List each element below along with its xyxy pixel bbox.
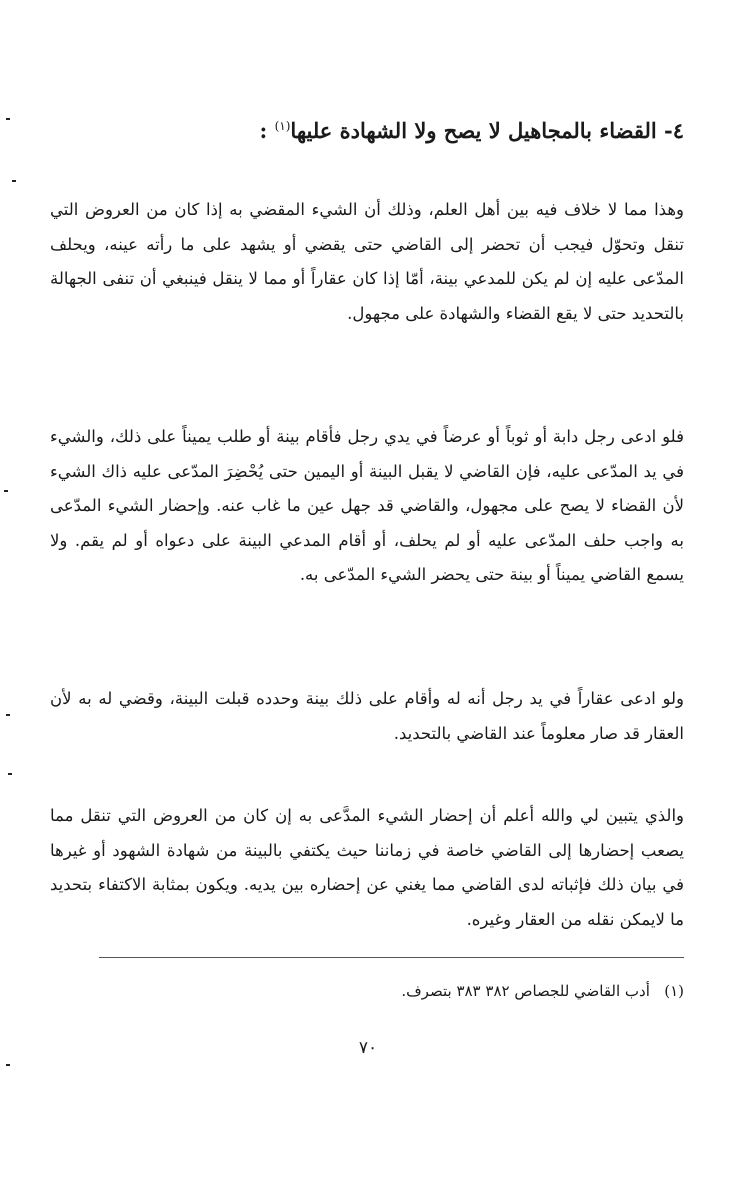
footnote-text: أدب القاضي للجصاص ٣٨٢ ٣٨٣ بتصرف. (401, 982, 650, 1000)
footnote-number: (١) (664, 982, 684, 1000)
scan-speck (8, 773, 12, 775)
scan-speck (6, 118, 10, 120)
footnote-divider (99, 957, 684, 958)
page-number: ٧٠ (358, 1038, 378, 1058)
scan-speck (4, 490, 8, 492)
paragraph: ولو ادعى عقاراً في يد رجل أنه له وأقام على ذلك بينة وحدده قبلت البينة، وقضي له به لأن العقار قد صار معلوماً عند القاضي بالتحديد. (50, 689, 684, 743)
footnote (50, 978, 684, 1004)
section-heading-text: ٤- القضاء بالمجاهيل لا يصح ولا الشهادة عليها (290, 118, 684, 143)
section-heading (140, 106, 684, 151)
paragraph: فلو ادعى رجل دابة أو ثوباً أو عرضاً في يدي رجل فأقام بينة أو طلب يميناً على ذلك، والشيء في يد المدّعى عليه، فإن القاضي لا يقبل البينة أو اليمين حتى يُحْضِرَ المدّعى عليه ذاك الشيء لأن القضاء لا يصح على مجهول، والقاضي قد جهل عين ما غاب عنه. وإحضار الشيء المدّعى به واجب حلف المدّعى عليه أو لم يحلف، أو أقام المدعي البينة على دعواه أو لم يقم. ولا يسمع القاضي يميناً أو بينة حتى يحضر الشيء المدّعى به. (50, 427, 684, 585)
scan-speck (6, 714, 10, 716)
scan-speck (12, 180, 16, 182)
paragraph: والذي يتبين لي والله أعلم أن إحضار الشيء المدَّعى به إن كان من العروض التي تنقل مما يصعب إحضارها إلى القاضي خاصة في زماننا حيث يكتفي بالبينة من شهادة الشهود أو غيرها في بيان ذلك فإثباته لدى القاضي مما يغني عن إحضاره بين يديه. ويكون بمثابة الاكتفاء بتحديد ما لايمكن نقله من العقار وغيره. (50, 806, 684, 929)
footnote-reference[interactable]: (١) (274, 119, 291, 133)
paragraph: وهذا مما لا خلاف فيه بين أهل العلم، وذلك أن الشيء المقضي به إذا كان من العروض التي تنقل وتحوّل فيجب أن تحضر إلى القاضي حتى يقضي أو يشهد على ما رأته عينه، ويحلف المدّعى عليه إن لم يكن للمدعي بينة، أمّا إذا كان عقاراً أو مما لا ينقل فينبغي أن تنفى الجهالة بالتحديد حتى لا يقع القضاء والشهادة على مجهول. (50, 200, 684, 323)
section-heading-suffix: : (259, 118, 275, 143)
scan-speck (6, 1064, 10, 1066)
